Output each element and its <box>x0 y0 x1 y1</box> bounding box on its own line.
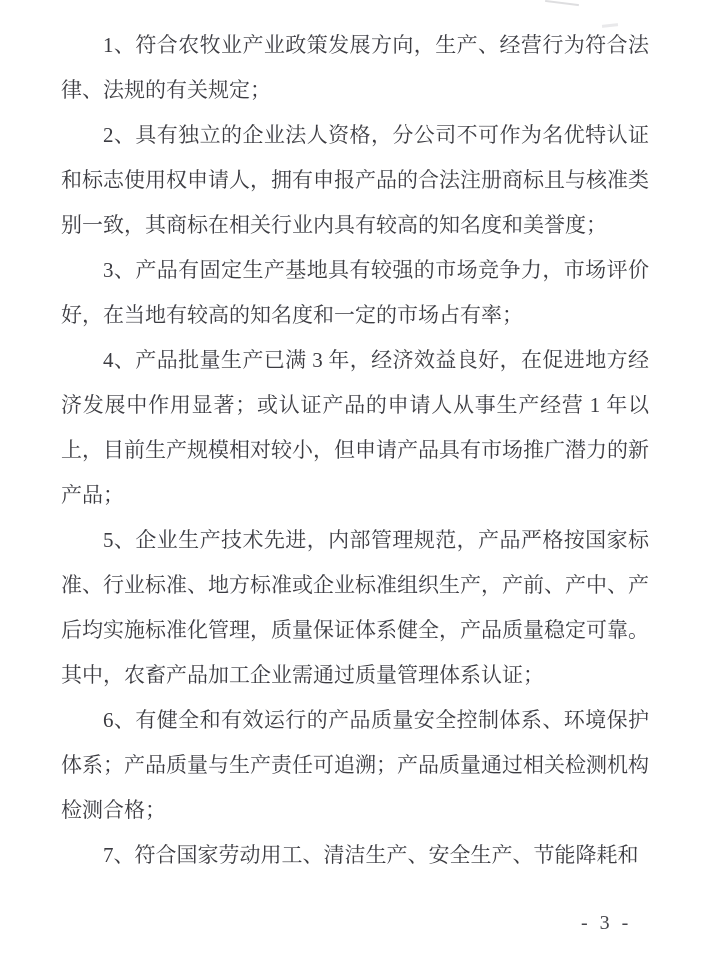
paragraph-4: 4、产品批量生产已满 3 年，经济效益良好，在促进地方经济发展中作用显著；或认证产品的申请人从事生产经营 1 年以上，目前生产规模相对较小，但申请产品具有市场推广潜力的新产品； <box>61 348 649 507</box>
page-number: - 3 - <box>581 912 629 934</box>
paragraph-3: 3、产品有固定生产基地具有较强的市场竞争力，市场评价好，在当地有较高的知名度和一定的市场占有率； <box>61 258 649 327</box>
document-body <box>61 23 649 878</box>
paragraph-6: 6、有健全和有效运行的产品质量安全控制体系、环境保护体系；产品质量与生产责任可追溯；产品质量通过相关检测机构检测合格； <box>61 708 649 822</box>
paragraph-5: 5、企业生产技术先进，内部管理规范，产品严格按国家标准、行业标准、地方标准或企业标准组织生产，产前、产中、产后均实施标准化管理，质量保证体系健全，产品质量稳定可靠。其中，农畜产品加工企业需通过质量管理体系认证； <box>61 528 649 687</box>
paragraph-2: 2、具有独立的企业法人资格，分公司不可作为名优特认证和标志使用权申请人，拥有申报产品的合法注册商标且与核准类别一致，其商标在相关行业内具有较高的知名度和美誉度； <box>61 123 649 237</box>
scan-artifact <box>545 0 579 6</box>
paragraph-1: 1、符合农牧业产业政策发展方向，生产、经营行为符合法律、法规的有关规定； <box>61 33 649 102</box>
paragraph-7: 7、符合国家劳动用工、清洁生产、安全生产、节能降耗和 <box>103 843 639 867</box>
